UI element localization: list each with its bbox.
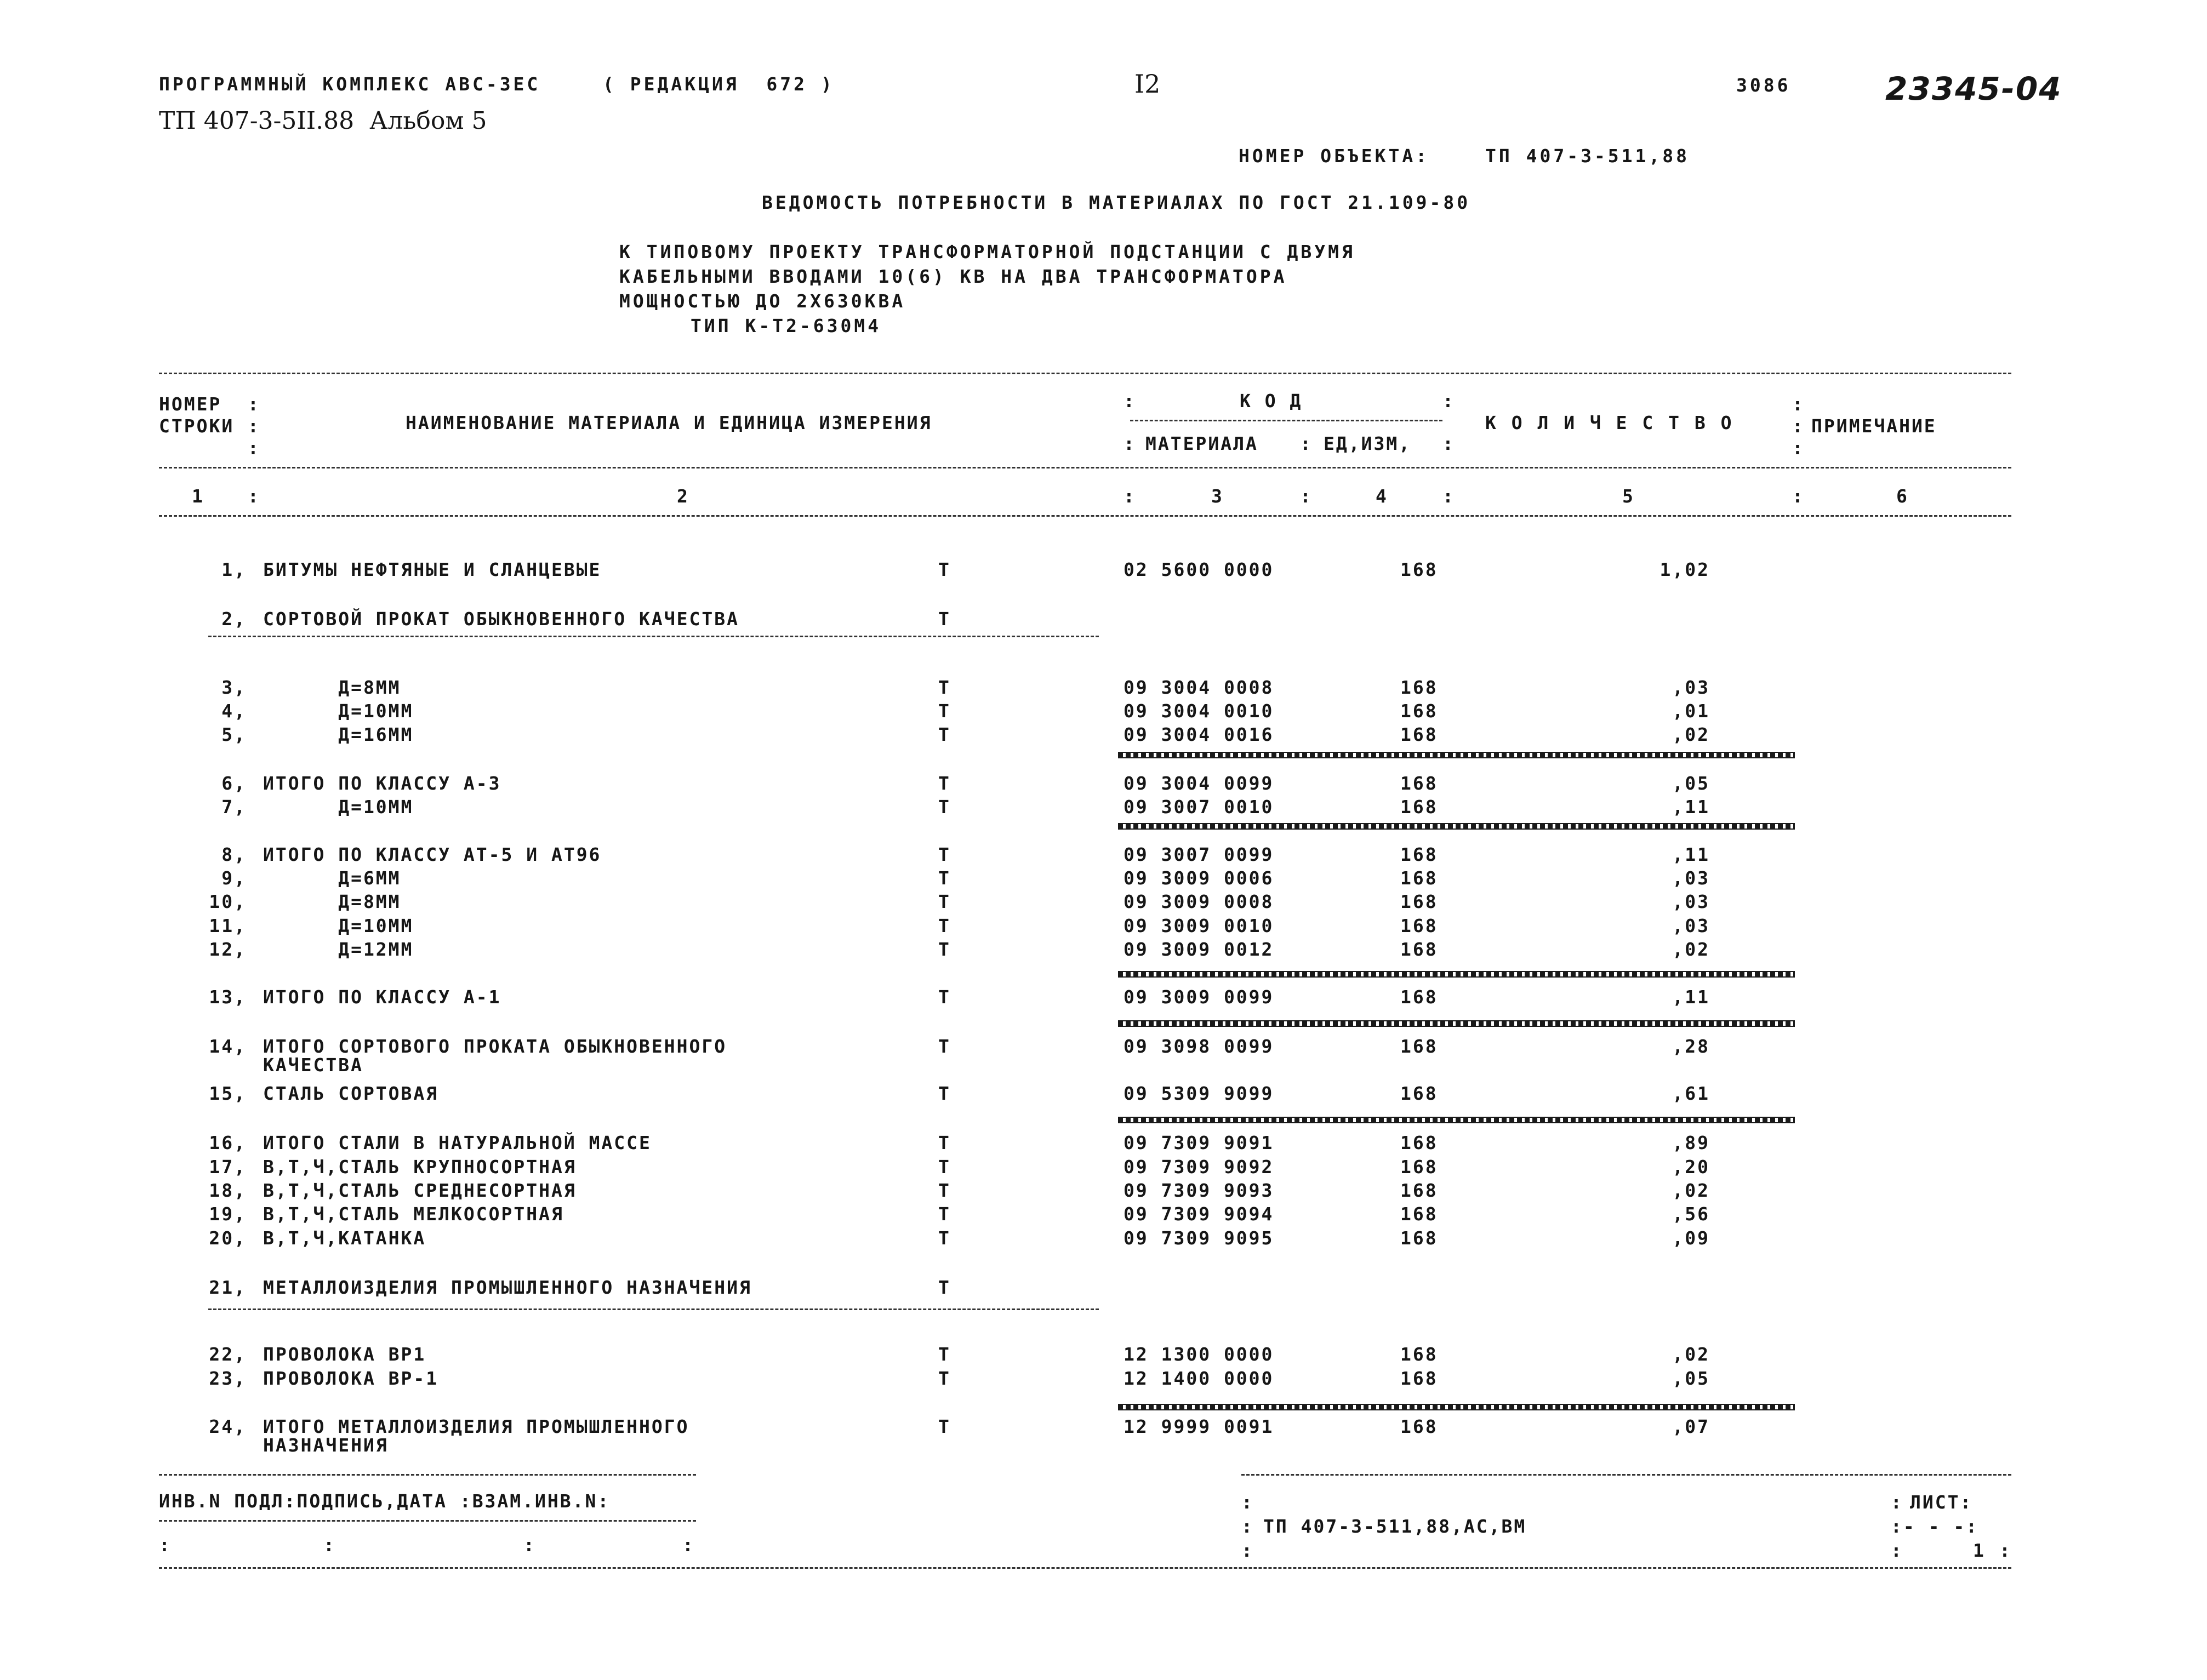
quantity: 1,02: [1659, 559, 1710, 580]
row-number: 6,: [221, 773, 247, 794]
unit-code: 168: [1400, 559, 1438, 580]
material-name: В,Т,Ч,СТАЛЬ СРЕДНЕСОРТНАЯ: [263, 1180, 577, 1201]
row-number: 1,: [221, 559, 247, 580]
unit-of-measure: Т: [938, 891, 951, 912]
unit-of-measure: Т: [938, 867, 951, 889]
total-rule-1: [1118, 752, 1795, 758]
material-name: Д=12ММ: [263, 939, 414, 960]
row-number: 12,: [209, 939, 247, 960]
quantity: ,20: [1672, 1156, 1710, 1178]
unit-code: 168: [1400, 939, 1438, 960]
document-code: 3086: [1736, 75, 1791, 96]
object-number-value: ТП 407-3-511,88: [1485, 145, 1690, 167]
quantity: ,01: [1672, 700, 1710, 722]
header-code-rule: [1130, 420, 1442, 421]
row-number: 3,: [221, 677, 247, 698]
unit-code: 168: [1400, 1036, 1438, 1057]
unit-of-measure: Т: [938, 1180, 951, 1201]
row-number: 21,: [209, 1277, 247, 1298]
material-name-continued: КАЧЕСТВА: [263, 1054, 363, 1076]
quantity: ,02: [1672, 939, 1710, 960]
row-number: 7,: [221, 796, 247, 818]
stamp-header: ИНВ.N ПОДЛ:ПОДПИСЬ,ДАТА :ВЗАМ.ИНВ.N:: [159, 1490, 611, 1512]
unit-code: 168: [1400, 1156, 1438, 1178]
unit-of-measure: Т: [938, 608, 951, 630]
unit-of-measure: Т: [938, 559, 951, 580]
material-code: 09 7309 9094: [1124, 1203, 1274, 1225]
header-material-name: НАИМЕНОВАНИЕ МАТЕРИАЛА И ЕДИНИЦА ИЗМЕРЕНИЯ: [406, 412, 932, 433]
quantity: ,09: [1672, 1227, 1710, 1249]
material-code: 09 5309 9099: [1124, 1083, 1274, 1104]
quantity: ,05: [1672, 1368, 1710, 1389]
material-name: ИТОГО ПО КЛАССУ А-3: [263, 773, 501, 794]
material-code: 09 3098 0099: [1124, 1036, 1274, 1057]
unit-code: 168: [1400, 915, 1438, 936]
unit-of-measure: Т: [938, 1083, 951, 1104]
unit-of-measure: Т: [938, 724, 951, 745]
unit-of-measure: Т: [938, 1036, 951, 1057]
quantity: ,61: [1672, 1083, 1710, 1104]
unit-code: 168: [1400, 1132, 1438, 1153]
material-name: Д=8ММ: [263, 677, 401, 698]
material-name: Д=8ММ: [263, 891, 401, 912]
material-name: БИТУМЫ НЕФТЯНЫЕ И СЛАНЦЕВЫЕ: [263, 559, 602, 580]
sheet-label: ЛИСТ:: [1910, 1492, 1973, 1513]
unit-code: 168: [1400, 867, 1438, 889]
material-name: В,Т,Ч,СТАЛЬ КРУПНОСОРТНАЯ: [263, 1156, 577, 1178]
stamp-top-rule: [159, 1474, 696, 1476]
material-name: ИТОГО СТАЛИ В НАТУРАЛЬНОЙ МАССЕ: [263, 1132, 652, 1153]
row-number: 13,: [209, 986, 247, 1008]
material-code: 12 9999 0091: [1124, 1416, 1274, 1437]
unit-of-measure: Т: [938, 939, 951, 960]
unit-of-measure: Т: [938, 1344, 951, 1365]
section-rule-1: [208, 636, 1099, 637]
unit-code: 168: [1400, 891, 1438, 912]
material-code: 02 5600 0000: [1124, 559, 1274, 580]
material-name: ПРОВОЛОКА ВР1: [263, 1344, 426, 1365]
material-name: ПРОВОЛОКА ВР-1: [263, 1368, 439, 1389]
titleblock-doc-code: ТП 407-3-511,88,АС,ВМ: [1263, 1516, 1527, 1537]
material-code: 09 3009 0006: [1124, 867, 1274, 889]
quantity: ,56: [1672, 1203, 1710, 1225]
quantity: ,02: [1672, 1344, 1710, 1365]
unit-code: 168: [1400, 1203, 1438, 1225]
unit-code: 168: [1400, 677, 1438, 698]
quantity: ,02: [1672, 724, 1710, 745]
quantity: ,03: [1672, 915, 1710, 936]
header-bottom-rule: [159, 515, 2011, 517]
titleblock-top-rule: [1241, 1474, 2011, 1476]
quantity: ,28: [1672, 1036, 1710, 1057]
header-material: МАТЕРИАЛА: [1145, 433, 1258, 454]
colnum-6: 6: [1896, 485, 1909, 507]
total-rule-3: [1118, 971, 1795, 978]
material-name: Д=16ММ: [263, 724, 414, 745]
row-number: 18,: [209, 1180, 247, 1201]
quantity: ,02: [1672, 1180, 1710, 1201]
material-name: В,Т,Ч,СТАЛЬ МЕЛКОСОРТНАЯ: [263, 1203, 564, 1225]
total-rule-6: [1118, 1404, 1795, 1410]
quantity: ,89: [1672, 1132, 1710, 1153]
program-name: ПРОГРАММНЫЙ КОМПЛЕКС АВС-ЗЕС: [159, 73, 541, 95]
quantity: ,03: [1672, 891, 1710, 912]
object-number-label: НОМЕР ОБЪЕКТА:: [1239, 145, 1430, 167]
material-name: Д=10ММ: [263, 700, 414, 722]
unit-of-measure: Т: [938, 1368, 951, 1389]
page-number: I2: [1134, 69, 1161, 99]
unit-of-measure: Т: [938, 1416, 951, 1437]
row-number: 16,: [209, 1132, 247, 1153]
unit-of-measure: Т: [938, 796, 951, 818]
material-code: 09 3004 0016: [1124, 724, 1274, 745]
material-code: 09 3004 0010: [1124, 700, 1274, 722]
row-number: 22,: [209, 1344, 247, 1365]
colnum-3: 3: [1211, 485, 1224, 507]
header-note: ПРИМЕЧАНИЕ: [1811, 415, 1937, 437]
header-mid-rule: [159, 467, 2011, 468]
unit-code: 168: [1400, 700, 1438, 722]
unit-code: 168: [1400, 796, 1438, 818]
row-number: 17,: [209, 1156, 247, 1178]
row-number: 11,: [209, 915, 247, 936]
statement-title: ВЕДОМОСТЬ ПОТРЕБНОСТИ В МАТЕРИАЛАХ ПО ГОСТ 21.109-80: [762, 192, 1471, 213]
material-name: СТАЛЬ СОРТОВАЯ: [263, 1083, 439, 1104]
unit-code: 168: [1400, 773, 1438, 794]
unit-of-measure: Т: [938, 844, 951, 865]
document-page: ПРОГРАММНЫЙ КОМПЛЕКС АВС-ЗЕС ( РЕДАКЦИЯ 672 ) I2 3086 23345-04 ТП 407-3-5II.88 Альбом 5 НОМЕР ОБЪЕКТА: ТП 407-3-511,88 ВЕДОМОСТЬ ПОТРЕБНОСТИ В МАТЕРИАЛАХ ПО ГОСТ 21.109-80 К ТИПОВОМУ ПРОЕКТУ ТРАНСФОРМАТОРНОЙ ПОДСТАНЦИИ С ДВУМЯ КАБЕЛЬНЫМИ ВВОДАМИ 10(6) КВ НА ДВА ТРАНСФОРМАТОРА МОЩНОСТЬЮ ДО 2Х630КВА ТИП К-Т2-630М4 НОМЕР : СТРОКИ : : НАИМЕНОВАНИЕ МАТЕРИАЛА И ЕДИНИЦА ИЗМЕРЕНИЯ : К О Д : : МАТЕРИАЛА : ЕД,ИЗМ, : К О Л И Ч Е С Т В О : : ПРИМЕЧАНИЕ : 1 : 2 : 3 : 4 : 5 : 6 1, БИТУМЫ НЕФТЯНЫЕ И СЛАНЦЕВЫЕ Т 02 5600 0000 168 1,02 2, СОРТОВОЙ ПРОКАТ ОБЫКНОВЕННОГО КАЧЕСТВА Т 3, Д=8ММ Т 09 3004 0008 168 ,03 4, Д=10ММ Т 09 3004 0010 168 ,01 5, Д=16ММ Т 09 3004 0016 168 ,02 6, ИТОГО ПО КЛАССУ А-3 Т 09 3004 0099 168 ,05 7, Д=10ММ Т 09 3007 0010 168 ,11 8, ИТОГО ПО КЛАССУ АТ-5 И АТ96 Т 09 3007 0099 168 ,11 9, Д=6ММ Т 09 3009 0006 168 ,03 10, Д=8ММ Т 09 3009 0008 168 ,03 11, Д=10ММ Т 09 3009 0010 168 ,03 12, Д=12ММ Т 09 3009 0012 168 ,02 13, ИТОГО ПО КЛАССУ А-1 Т 09 3009 0099 168 ,11 14, ИТОГО СОРТОВОГО ПРОКАТА ОБЫКНОВЕННОГО КАЧЕСТВА Т 09 3098 0099 168 ,28 15, СТАЛЬ СОРТОВАЯ Т 09 5309 9099 168 ,61 16, ИТОГО СТАЛИ В НАТУРАЛЬНОЙ МАССЕ Т 09 7309 9091 168 ,89 17, В,Т,Ч,СТАЛЬ КРУПНОСОРТНАЯ Т 09 7309 9092 168 ,20 18, В,Т,Ч,СТАЛЬ СРЕДНЕСОРТНАЯ Т 09 7309 9093 168 ,02 19, В,Т,Ч,СТАЛЬ МЕЛКОСОРТНАЯ Т 09 7309 9094 168 ,56 20, В,Т,Ч,КАТАНКА Т 09 7309 9095 168 ,09 21, МЕТАЛЛОИЗДЕЛИЯ ПРОМЫШЛЕННОГО НАЗНАЧЕНИЯ Т 22, ПРОВОЛОКА ВР1 Т 12 1300 0000 168 ,02 23, ПРОВОЛОКА ВР-1 Т 12 1400 0000 168 ,05 24, ИТОГО МЕТАЛЛОИЗДЕЛИЯ ПРОМЫШЛЕННОГО НАЗНАЧЕНИЯ Т 12 9999 0091 168 ,07 ИНВ.N ПОДЛ:ПОДПИСЬ,ДАТА :ВЗАМ.ИНВ.N: : : : : : : ТП 407-3-511,88,АС,ВМ : : ЛИСТ: :- - -: : 1 :: [0, 0, 2207, 1680]
header-row-number-2: СТРОКИ: [159, 415, 235, 437]
unit-code: 168: [1400, 724, 1438, 745]
row-number: 4,: [221, 700, 247, 722]
material-code: 09 3004 0008: [1124, 677, 1274, 698]
row-number: 23,: [209, 1368, 247, 1389]
project-line-3: МОЩНОСТЬЮ ДО 2Х630КВА: [619, 290, 906, 312]
material-name: ИТОГО ПО КЛАССУ АТ-5 И АТ96: [263, 844, 602, 865]
material-code: 09 7309 9093: [1124, 1180, 1274, 1201]
material-code: 12 1400 0000: [1124, 1368, 1274, 1389]
edition: ( РЕДАКЦИЯ 672 ): [603, 73, 835, 95]
unit-code: 168: [1400, 1416, 1438, 1437]
quantity: ,11: [1672, 986, 1710, 1008]
colnum-2: 2: [677, 485, 689, 507]
total-rule-5: [1118, 1117, 1795, 1123]
unit-code: 168: [1400, 1227, 1438, 1249]
unit-code: 168: [1400, 1083, 1438, 1104]
material-name: Д=10ММ: [263, 796, 414, 818]
material-code: 09 7309 9092: [1124, 1156, 1274, 1178]
unit-of-measure: Т: [938, 1203, 951, 1225]
row-number: 20,: [209, 1227, 247, 1249]
row-number: 9,: [221, 867, 247, 889]
material-name: ИТОГО СОРТОВОГО ПРОКАТА ОБЫКНОВЕННОГО: [263, 1036, 727, 1057]
row-number: 10,: [209, 891, 247, 912]
unit-code: 168: [1400, 986, 1438, 1008]
header-code: К О Д: [1240, 390, 1303, 412]
material-name: Д=6ММ: [263, 867, 401, 889]
table-top-rule: [159, 373, 2011, 374]
unit-code: 168: [1400, 1180, 1438, 1201]
colnum-1: 1: [192, 485, 204, 507]
material-name: СОРТОВОЙ ПРОКАТ ОБЫКНОВЕННОГО КАЧЕСТВА: [263, 608, 739, 630]
total-rule-2: [1118, 823, 1795, 830]
unit-code: 168: [1400, 844, 1438, 865]
quantity: ,03: [1672, 677, 1710, 698]
quantity: ,07: [1672, 1416, 1710, 1437]
row-number: 5,: [221, 724, 247, 745]
quantity: ,11: [1672, 844, 1710, 865]
material-code: 09 7309 9095: [1124, 1227, 1274, 1249]
material-code: 12 1300 0000: [1124, 1344, 1274, 1365]
quantity: ,03: [1672, 867, 1710, 889]
material-name-continued: НАЗНАЧЕНИЯ: [263, 1435, 389, 1456]
material-code: 09 3009 0010: [1124, 915, 1274, 936]
quantity: ,05: [1672, 773, 1710, 794]
material-name: ИТОГО МЕТАЛЛОИЗДЕЛИЯ ПРОМЫШЛЕННОГО: [263, 1416, 689, 1437]
total-rule-4: [1118, 1020, 1795, 1027]
unit-of-measure: Т: [938, 1227, 951, 1249]
material-name: МЕТАЛЛОИЗДЕЛИЯ ПРОМЫШЛЕННОГО НАЗНАЧЕНИЯ: [263, 1277, 752, 1298]
page-bottom-rule: [159, 1567, 2011, 1569]
unit-of-measure: Т: [938, 1277, 951, 1298]
material-code: 09 3007 0099: [1124, 844, 1274, 865]
material-code: 09 3009 0012: [1124, 939, 1274, 960]
row-number: 24,: [209, 1416, 247, 1437]
material-code: 09 7309 9091: [1124, 1132, 1274, 1153]
material-name: ИТОГО ПО КЛАССУ А-1: [263, 986, 501, 1008]
unit-of-measure: Т: [938, 1156, 951, 1178]
unit-of-measure: Т: [938, 1132, 951, 1153]
material-code: 09 3009 0008: [1124, 891, 1274, 912]
header-row-number-1: НОМЕР: [159, 393, 222, 415]
unit-code: 168: [1400, 1368, 1438, 1389]
row-number: 14,: [209, 1036, 247, 1057]
header-unit: ЕД,ИЗМ,: [1324, 433, 1412, 454]
unit-of-measure: Т: [938, 677, 951, 698]
colnum-4: 4: [1376, 485, 1388, 507]
row-number: 15,: [209, 1083, 247, 1104]
section-rule-2: [208, 1308, 1099, 1310]
handwritten-number: 23345-04: [1885, 70, 2062, 107]
quantity: ,11: [1672, 796, 1710, 818]
sheet-number: 1: [1973, 1540, 1986, 1561]
material-code: 09 3009 0099: [1124, 986, 1274, 1008]
material-code: 09 3004 0099: [1124, 773, 1274, 794]
header-quantity: К О Л И Ч Е С Т В О: [1485, 412, 1734, 433]
stamp-mid-rule: [159, 1520, 696, 1522]
row-number: 19,: [209, 1203, 247, 1225]
project-line-2: КАБЕЛЬНЫМИ ВВОДАМИ 10(6) КВ НА ДВА ТРАНСФОРМАТОРА: [619, 266, 1287, 287]
material-code: 09 3007 0010: [1124, 796, 1274, 818]
row-number: 8,: [221, 844, 247, 865]
project-line-1: К ТИПОВОМУ ПРОЕКТУ ТРАНСФОРМАТОРНОЙ ПОДСТАНЦИИ С ДВУМЯ: [619, 241, 1355, 262]
project-line-4: ТИП К-Т2-630М4: [691, 315, 882, 336]
material-name: Д=10ММ: [263, 915, 414, 936]
material-name: В,Т,Ч,КАТАНКА: [263, 1227, 426, 1249]
album-title: ТП 407-3-5II.88 Альбом 5: [159, 107, 487, 135]
unit-of-measure: Т: [938, 915, 951, 936]
colnum-5: 5: [1622, 485, 1635, 507]
unit-of-measure: Т: [938, 773, 951, 794]
unit-of-measure: Т: [938, 700, 951, 722]
row-number: 2,: [221, 608, 247, 630]
unit-code: 168: [1400, 1344, 1438, 1365]
unit-of-measure: Т: [938, 986, 951, 1008]
